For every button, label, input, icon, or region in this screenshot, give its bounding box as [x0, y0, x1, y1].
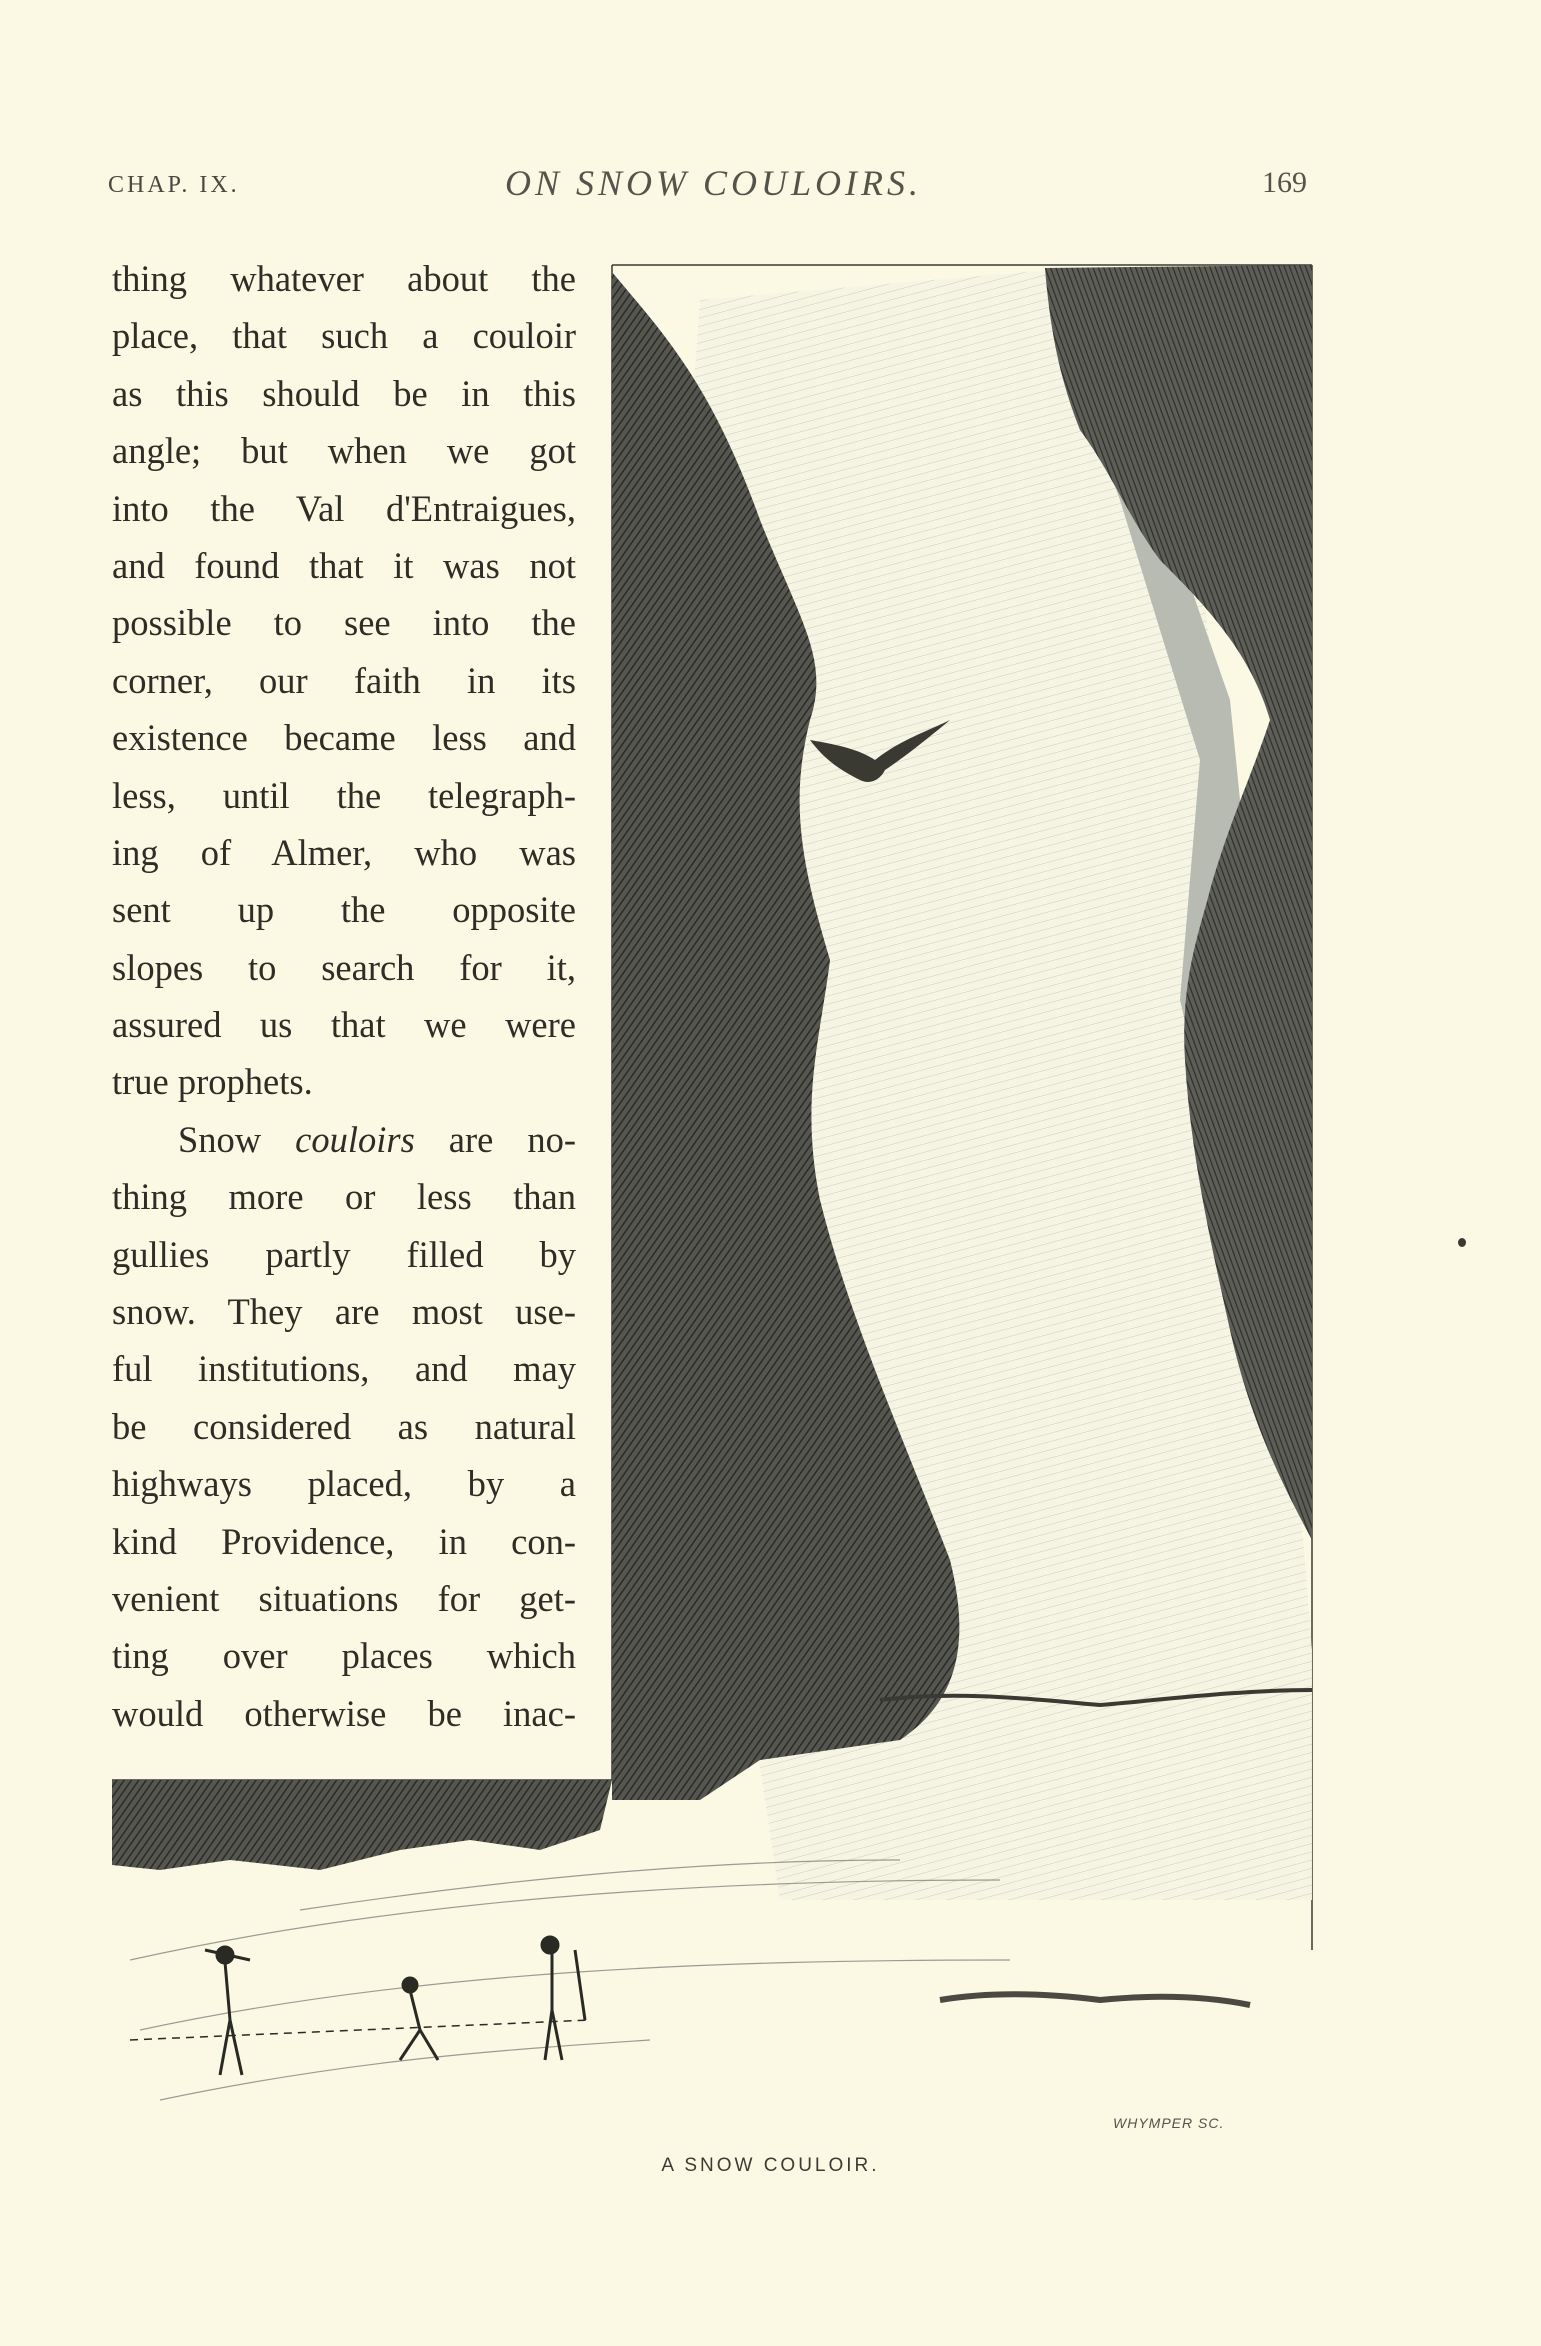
figure-caption: A SNOW COULOIR.	[661, 2155, 880, 2176]
text-line: assured us that we were	[112, 1004, 576, 1046]
chapter-label: CHAP. IX.	[108, 172, 240, 198]
text-line: thing more or less than	[112, 1176, 576, 1218]
text-line: kind Providence, in con-	[112, 1520, 576, 1562]
body-text	[112, 250, 576, 1742]
text-line: angle; but when we got	[112, 430, 576, 472]
text-line: thing whatever about the	[112, 258, 576, 299]
text-line: snow. They are most use-	[112, 1291, 576, 1333]
page-number: 169	[1262, 166, 1307, 199]
text-line: corner, our faith in its	[112, 659, 576, 701]
text-line: as this should be in this	[112, 372, 576, 414]
text-line: existence became less and	[112, 717, 576, 759]
text-line: ing of Almer, who was	[112, 831, 576, 873]
text-line: true prophets.	[112, 1061, 313, 1103]
text-line: highways placed, by a	[112, 1463, 576, 1505]
ink-spot	[1458, 1238, 1466, 1247]
text-line: would otherwise be inac-	[112, 1692, 576, 1734]
text-line: slopes to search for it,	[112, 946, 576, 988]
text-line: ting over places which	[112, 1635, 576, 1677]
text-line: place, that such a couloir	[112, 315, 576, 357]
text-line: venient situations for get-	[112, 1577, 576, 1619]
text-line: ful institutions, and may	[112, 1348, 576, 1390]
text-line: into the Val d'Entraigues,	[112, 487, 576, 529]
running-title: ON SNOW COULOIRS.	[505, 163, 923, 203]
roped-climbers	[130, 1937, 590, 2075]
text-line: gullies partly filled by	[112, 1233, 576, 1275]
text-line: sent up the opposite	[112, 889, 576, 931]
text-line: possible to see into the	[112, 602, 576, 644]
text-line: and found that it was not	[112, 544, 576, 586]
text-line: less, until the telegraph-	[112, 774, 576, 816]
text-line: Snow couloirs are no-	[178, 1118, 576, 1160]
lower-left-rock	[112, 1780, 612, 1870]
engraver-signature: WHYMPER SC.	[1113, 2115, 1225, 2131]
text-line: be considered as natural	[112, 1405, 576, 1447]
